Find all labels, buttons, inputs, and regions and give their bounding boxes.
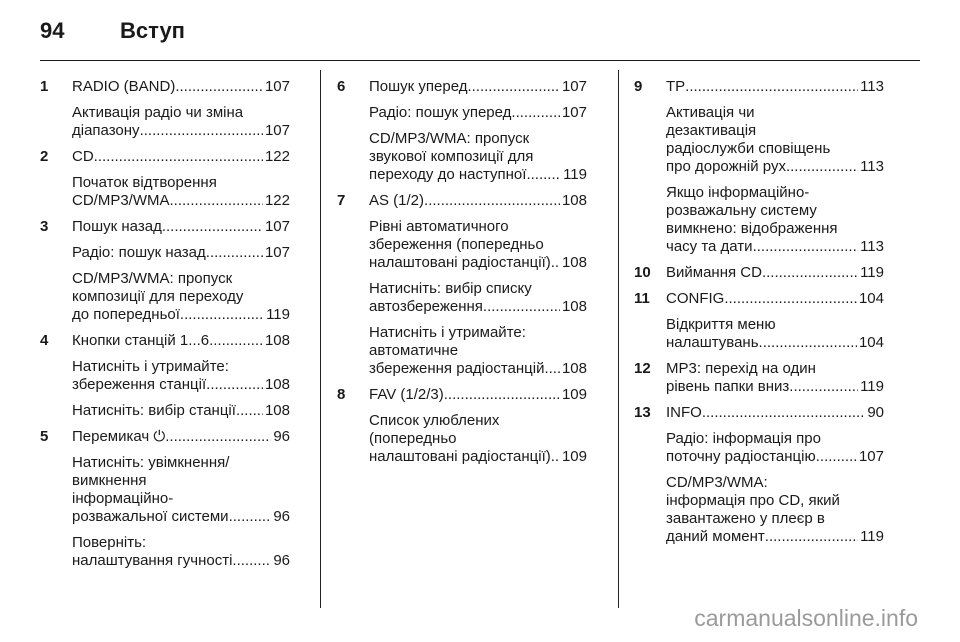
entry-text: вимкнено: відображення <box>666 220 838 237</box>
entry-text: автоматичне <box>369 342 459 359</box>
entry-text: діапазону <box>72 122 140 139</box>
header-rule <box>40 60 920 61</box>
index-subentry <box>40 270 290 324</box>
leader-dots <box>753 238 859 256</box>
index-entry <box>337 386 587 404</box>
index-subentry <box>634 474 884 546</box>
entry-text: збереження станції <box>72 376 207 393</box>
index-subentry <box>337 130 587 184</box>
index-subentry <box>634 184 884 256</box>
entry-text: переходу до наступної <box>369 166 527 183</box>
entry-number: 10 <box>634 264 651 281</box>
index-subentry <box>634 104 884 176</box>
entry-text: радіослужби сповіщень <box>666 140 831 157</box>
entry-number: 3 <box>40 218 49 235</box>
page-reference: 104 <box>858 290 884 307</box>
page-reference: 113 <box>860 158 884 175</box>
entry-text: Рівні автоматичного <box>369 218 509 235</box>
page-reference: 96 <box>273 428 290 445</box>
watermark: carmanualsonline.info <box>694 605 918 631</box>
index-subentry <box>337 324 587 378</box>
page-reference: 96 <box>273 552 290 569</box>
index-subentry <box>337 412 587 466</box>
entry-text: Натисніть: вибір списку <box>369 280 532 297</box>
leader-dots <box>229 508 272 526</box>
page-reference: 107 <box>561 104 587 121</box>
column-1 <box>40 78 290 578</box>
leader-dots <box>526 166 561 184</box>
entry-text: розважальної системи <box>72 508 229 525</box>
index-subentry <box>40 454 290 526</box>
entry-text: звукової композиції для <box>369 148 534 165</box>
index-subentry <box>337 104 587 122</box>
entry-text: AS (1/2) <box>369 192 425 209</box>
entry-text: даний момент <box>666 528 765 545</box>
page-reference: 109 <box>561 386 587 403</box>
leader-dots <box>170 192 263 210</box>
leader-dots <box>724 290 857 308</box>
leader-dots <box>236 402 263 420</box>
entry-text: Пошук уперед <box>369 78 468 95</box>
entry-number: 7 <box>337 192 346 209</box>
index-subentry <box>40 358 290 394</box>
leader-dots <box>206 244 263 262</box>
entry-text: налаштувань <box>666 334 759 351</box>
entry-number: 6 <box>337 78 346 95</box>
entry-text: CONFIG <box>666 290 725 307</box>
entry-text: інформація про CD, який <box>666 492 840 509</box>
column-divider <box>320 70 321 608</box>
leader-dots <box>511 104 560 122</box>
entry-text: до попередньої <box>72 306 180 323</box>
index-subentry <box>40 244 290 262</box>
entry-text: Пошук назад <box>72 218 162 235</box>
entry-text: Активація чи <box>666 104 755 121</box>
entry-text: вимкнення <box>72 472 147 489</box>
entry-number: 1 <box>40 78 49 95</box>
entry-text: (попередньо <box>369 430 457 447</box>
entry-text: Якщо інформаційно- <box>666 184 810 201</box>
leader-dots <box>789 378 858 396</box>
entry-text: часу та дати <box>666 238 753 255</box>
entry-text: Перемикач ⏻ <box>72 428 166 445</box>
page-reference: 108 <box>561 360 587 377</box>
leader-dots <box>551 448 560 466</box>
page-reference: 107 <box>561 78 587 95</box>
page-reference: 119 <box>860 378 884 395</box>
page-reference: 104 <box>858 334 884 351</box>
page-reference: 119 <box>266 306 290 323</box>
entry-text: налаштовані радіостанції) <box>369 254 551 271</box>
entry-text: CD/MP3/WMA: пропуск <box>72 270 233 287</box>
entry-text: Поверніть: <box>72 534 147 551</box>
leader-dots <box>206 376 263 394</box>
entry-number: 8 <box>337 386 346 403</box>
page-reference: 119 <box>860 264 884 281</box>
page-reference: 119 <box>563 166 587 183</box>
page-reference: 107 <box>264 78 290 95</box>
entry-number: 12 <box>634 360 651 377</box>
entry-text: рівень папки вниз <box>666 378 790 395</box>
entry-text: Натисніть і утримайте: <box>72 358 229 375</box>
entry-text: Натисніть: вибір станції <box>72 402 236 419</box>
entry-text: Натисніть і утримайте: <box>369 324 526 341</box>
index-subentry <box>337 280 587 316</box>
leader-dots <box>685 78 858 96</box>
entry-text: CD/MP3/WMA <box>72 192 170 209</box>
leader-dots <box>140 122 263 140</box>
page-reference: 107 <box>264 122 290 139</box>
entry-text: Радіо: інформація про <box>666 430 821 447</box>
page-reference: 107 <box>264 218 290 235</box>
entry-text: поточну радіостанцію <box>666 448 816 465</box>
entry-text: Відкриття меню <box>666 316 776 333</box>
entry-text: налаштовані радіостанції) <box>369 448 551 465</box>
page-reference: 113 <box>860 78 884 95</box>
entry-text: про дорожній рух <box>666 158 786 175</box>
entry-text: Початок відтворення <box>72 174 217 191</box>
column-divider <box>618 70 619 608</box>
index-subentry <box>634 430 884 466</box>
leader-dots <box>544 360 560 378</box>
leader-dots <box>702 404 865 422</box>
page-reference: 108 <box>264 402 290 419</box>
leader-dots <box>209 332 263 350</box>
page-number: 94 <box>40 18 65 43</box>
page-reference: 109 <box>561 448 587 465</box>
entry-text: завантажено у плеєр в <box>666 510 825 527</box>
index-subentry <box>40 174 290 210</box>
page-header <box>40 18 185 48</box>
page-reference: 113 <box>860 238 884 255</box>
page-title: Вступ <box>120 18 185 43</box>
entry-number: 13 <box>634 404 651 421</box>
entry-number: 11 <box>634 290 650 307</box>
page-reference: 108 <box>561 254 587 271</box>
leader-dots <box>94 148 263 166</box>
index-entry <box>337 192 587 210</box>
index-entry <box>40 428 290 446</box>
leader-dots <box>162 218 263 236</box>
index-entry <box>40 332 290 350</box>
page-reference: 96 <box>273 508 290 525</box>
page-reference: 119 <box>860 528 884 545</box>
page-reference: 108 <box>561 192 587 209</box>
leader-dots <box>483 298 560 316</box>
entry-text: інформаційно- <box>72 490 174 507</box>
index-entry <box>634 404 884 422</box>
entry-text: Активація радіо чи зміна <box>72 104 244 121</box>
index-entry <box>634 360 884 396</box>
leader-dots <box>786 158 858 176</box>
entry-text: дезактивація <box>666 122 757 139</box>
page-reference: 108 <box>264 376 290 393</box>
leader-dots <box>180 306 264 324</box>
entry-text: Натисніть: увімкнення/ <box>72 454 230 471</box>
leader-dots <box>165 428 271 446</box>
leader-dots <box>424 192 560 210</box>
leader-dots <box>467 78 560 96</box>
entry-text: CD/MP3/WMA: пропуск <box>369 130 530 147</box>
entry-text: автозбереження <box>369 298 483 315</box>
leader-dots <box>175 78 263 96</box>
page-reference: 90 <box>867 404 884 421</box>
entry-text: RADIO (BAND) <box>72 78 176 95</box>
index-subentry <box>337 218 587 272</box>
entry-text: збереження радіостанцій <box>369 360 545 377</box>
entry-text: композиції для переходу <box>72 288 244 305</box>
entry-text: Список улюблених <box>369 412 500 429</box>
leader-dots <box>551 254 560 272</box>
entry-text: збереження (попередньо <box>369 236 544 253</box>
entry-text: FAV (1/2/3) <box>369 386 444 403</box>
entry-text: Радіо: пошук уперед <box>369 104 512 121</box>
entry-text: розважальну систему <box>666 202 817 219</box>
index-entry <box>337 78 587 96</box>
index-entry <box>40 218 290 236</box>
page-reference: 107 <box>858 448 884 465</box>
entry-text: INFO <box>666 404 702 421</box>
page-reference: 122 <box>264 192 290 209</box>
page-reference: 107 <box>264 244 290 261</box>
leader-dots <box>232 552 271 570</box>
page-reference: 108 <box>561 298 587 315</box>
index-entry <box>40 78 290 96</box>
index-subentry <box>40 534 290 570</box>
entry-text: Виймання CD <box>666 264 762 281</box>
entry-text: TP <box>666 78 686 95</box>
index-entry <box>634 264 884 282</box>
index-subentry <box>634 316 884 352</box>
index-entry <box>634 78 884 96</box>
entry-text: MP3: перехід на один <box>666 360 816 377</box>
leader-dots <box>444 386 560 404</box>
index-entry <box>40 148 290 166</box>
entry-number: 9 <box>634 78 643 95</box>
leader-dots <box>765 528 858 546</box>
index-entry <box>634 290 884 308</box>
page-reference: 122 <box>264 148 290 165</box>
leader-dots <box>816 448 857 466</box>
leader-dots <box>759 334 857 352</box>
index-subentry <box>40 402 290 420</box>
entry-text: CD <box>72 148 94 165</box>
entry-number: 2 <box>40 148 49 165</box>
column-3 <box>634 78 884 554</box>
index-subentry <box>40 104 290 140</box>
entry-text: налаштування гучності <box>72 552 233 569</box>
entry-number: 5 <box>40 428 49 445</box>
entry-text: Радіо: пошук назад <box>72 244 206 261</box>
page-reference: 108 <box>264 332 290 349</box>
entry-text: Кнопки станцій 1...6 <box>72 332 210 349</box>
column-2 <box>337 78 587 474</box>
entry-text: CD/MP3/WMA: <box>666 474 768 491</box>
leader-dots <box>762 264 858 282</box>
entry-number: 4 <box>40 332 49 349</box>
